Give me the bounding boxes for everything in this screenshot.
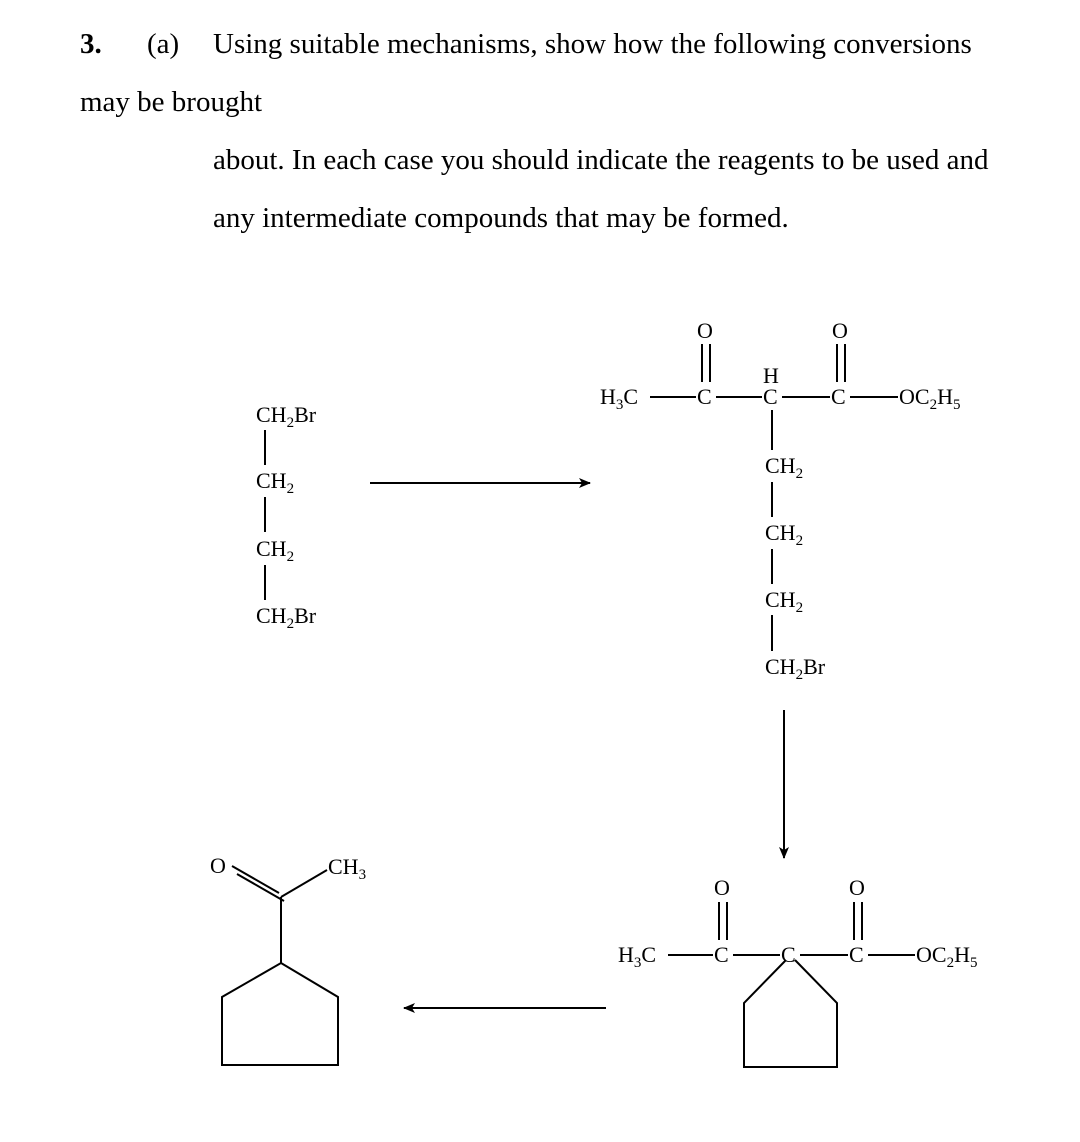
chain-ch2-1: $CH_2$ [765, 453, 804, 482]
methine-h: H [763, 363, 779, 388]
ester-carbon: C [831, 384, 846, 409]
chain-ch2br: $CH_2Br$ [765, 654, 826, 683]
acetylcyclopentane-structure [210, 853, 366, 1065]
chain-ch2-2: $CH_2$ [765, 520, 804, 549]
product-oxygen: O [210, 853, 226, 878]
ethoxy-group: $OC_2H_5$ [899, 384, 961, 413]
ester-oxygen-2: O [849, 875, 865, 900]
carbonyl-carbon-1: C [697, 384, 712, 409]
product-methyl: $CH_3$ [328, 854, 367, 883]
ketone-oxygen-2: O [714, 875, 730, 900]
quaternary-carbon: C [781, 942, 796, 967]
ester-carbon-2: C [849, 942, 864, 967]
h3c-label-2: $H_3C$ [618, 942, 657, 971]
carbonyl-carbon-2: C [714, 942, 729, 967]
ethoxy-group-2: $OC_2H_5$ [916, 942, 978, 971]
ch2-a: $CH_2$ [256, 468, 295, 497]
ch2br-top: $CH_2Br$ [256, 402, 317, 431]
chain-ch2-3: $CH_2$ [765, 587, 804, 616]
ester-oxygen: O [832, 318, 848, 343]
cyclopentane-ring-1 [744, 960, 837, 1067]
question-line-3: about. In each case you should indicate the reagents to be used and [213, 144, 989, 176]
question-line-2: may be brought [80, 86, 263, 118]
cyclopentane-ketoester-structure [618, 875, 977, 1067]
methine-carbon: C [763, 384, 778, 409]
question-number: 3. [80, 28, 102, 60]
question-line-4: any intermediate compounds that may be formed. [213, 202, 789, 234]
alkylated-ketoester-structure [600, 318, 960, 683]
dibromobutane-structure [256, 402, 317, 632]
question-part: (a) [147, 28, 180, 60]
ketone-oxygen: O [697, 318, 713, 343]
ch2-b: $CH_2$ [256, 536, 295, 565]
h3c-label: $H_3C$ [600, 384, 639, 413]
cyclopentane-ring-2 [222, 963, 338, 1065]
question-line-1: Using suitable mechanisms, show how the following conversions [213, 28, 972, 60]
ch2br-bottom: $CH_2Br$ [256, 603, 317, 632]
